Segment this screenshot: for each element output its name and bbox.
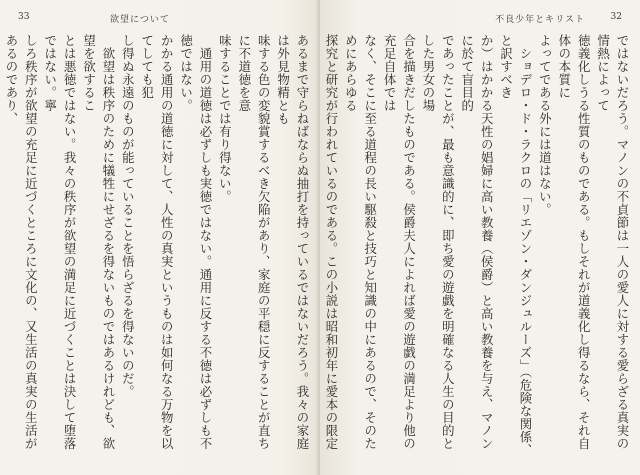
right-page-header — [320, 12, 640, 30]
left-page-header — [0, 12, 320, 30]
left-page-number: 33 — [18, 12, 30, 22]
right-running-title: 不良少年とキリスト — [495, 15, 585, 25]
right-page — [320, 0, 640, 475]
left-running-title: 欲望について — [110, 15, 170, 25]
left-page-body: あるまで守らねばならぬ抽打を持っているではないだろう。我々の家庭は外見物精とも 味する色の変貌賞するべき欠陥があり、家庭の平穏に反することが直ちに不道徳を意 味することでは有り得ない。 通用の道徳は必ずしも実徳ではない。通用に反する不徳は必ずしも不徳ではない。 かかる通用の道徳に対して、人性の真実というものは如何なる万物を以てしても犯 し得ぬ永遠のものが能っていることを悟らざるを得ないのだ。 欲望は秩序のために犠牲にせざるを得ないものではあるけれども、欲望を欲するこ とは悪徳ではない。我々の秩序が欲望の満足に近づくことは決して堕落ではない。寧 しろ秩序が欲望の充足に近づくところに文化の、又生活の真実の生活があるのであり、 — [3, 34, 310, 450]
right-page-number: 32 — [610, 12, 622, 22]
right-page-body: ではないだろう。マノンの不貞節は一人の愛人に対する愛らざる真実の情熱によって 徳義化しうる性質のものである。もしそれが道義化し得るなら、それ自体の本質に よってである外には道はない。 ショデロ・ド・ラクロの「リエゾン・ダンジュルーズ」（危険な関係、と訳すべき か）はかかる天性の娼婦に高い教養（侯爵）と高い教養を与え、マノンに於て盲目的 であったことが、最も意識的に、即ち愛の遊戯を明確なる人生の目的とした男女の場 合を描きだしたものである。侯爵夫人によれば愛の遊戯の満足より他の充足自体では なく、そこに至る道程の長い駆殺と技巧と知識の中にあるので、そのためにあらゆる 探究と研究が行われているのである。この小説は昭和初年に愛本の限定 — [323, 34, 630, 457]
